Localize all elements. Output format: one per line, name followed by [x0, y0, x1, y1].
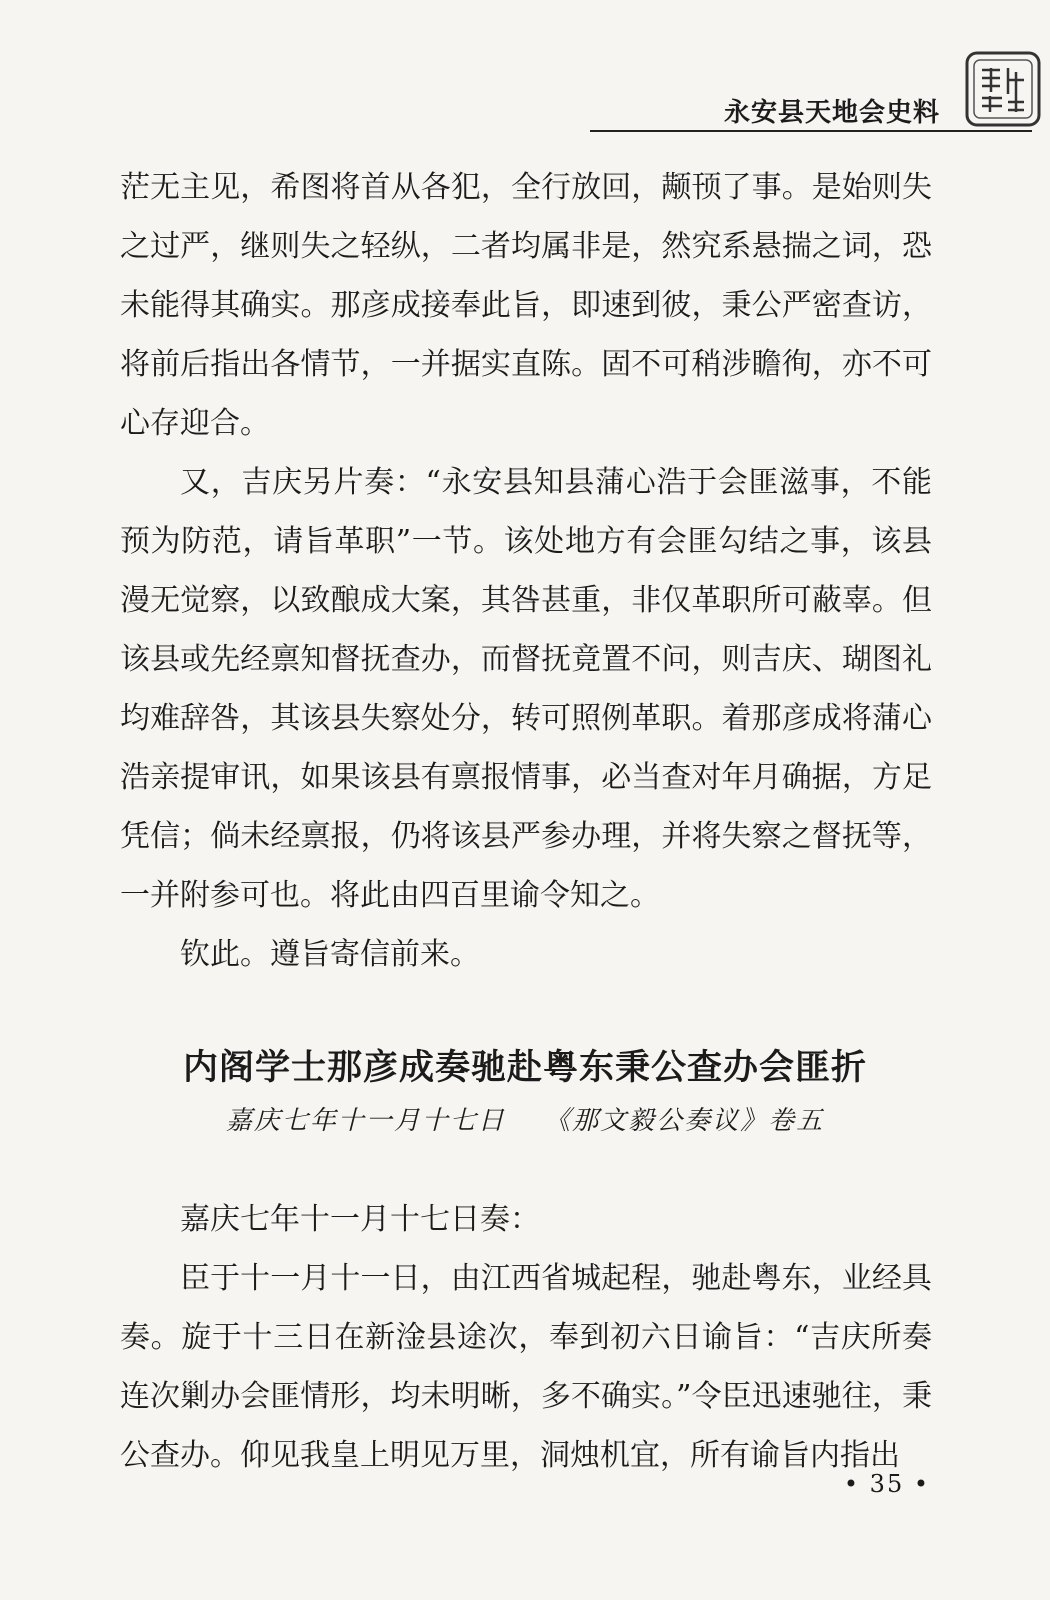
paragraph: 嘉庆七年十一月十七日奏：: [180, 1202, 540, 1237]
seal-stamp-icon: [964, 50, 1042, 128]
section-source: 《那文毅公奏议》卷五: [544, 1106, 825, 1136]
page-header: [0, 92, 1050, 132]
paragraph: 又，吉庆另片奏：“永安县知县蒲心浩于会匪滋事，不能预为防范，请旨革职”一节。该处地方有会匪勾结之事，该县漫无觉察，以致酿成大案，其咎甚重，非仅革职所可蔽辜。但该县或先经禀知督抚查办，而督抚竟置不问，则吉庆、瑚图礼均难辞咎，其该县失察处分，转可照例革职。着那彦成将蒲心浩亲提审讯，如果该县有禀报情事，必当查对年月确据，方足凭信；倘未经禀报，仍将该县严参办理，并将失察之督抚等，一并附参可也。将此由四百里谕令知之。: [120, 465, 932, 913]
header-rule: [590, 130, 1032, 132]
page-number: • 35 •: [843, 1470, 930, 1498]
paragraph: 钦此。遵旨寄信前来。: [180, 937, 480, 972]
body-text-part2: [120, 1190, 932, 1485]
section-subtitle: [0, 1100, 1050, 1137]
paragraph: 茫无主见，希图将首从各犯，全行放回，颟顸了事。是始则失之过严，继则失之轻纵，二者均属非是，然究系悬揣之词，恐未能得其确实。那彦成接奉此旨，即速到彼，秉公严密查访，将前后指出各情节，一并据实直陈。固不可稍涉瞻徇，亦不可心存迎合。: [120, 170, 932, 441]
body-text-part1: [120, 158, 932, 984]
section-date: 嘉庆七年十一月十七日: [225, 1106, 506, 1136]
paragraph: 臣于十一月十一日，由江西省城起程，驰赴粤东，业经具奏。旋于十三日在新淦县途次，奉到初六日谕旨：“吉庆所奏连次剿办会匪情形，均未明晰，多不确实。”令臣迅速驰往，秉公查办。仰见我皇上明见万里，洞烛机宜，所有谕旨内指出: [120, 1261, 932, 1473]
section-title: 内阁学士那彦成奏驰赴粤东秉公查办会匪折: [182, 1047, 867, 1088]
running-title: 永安县天地会史料: [723, 98, 940, 128]
